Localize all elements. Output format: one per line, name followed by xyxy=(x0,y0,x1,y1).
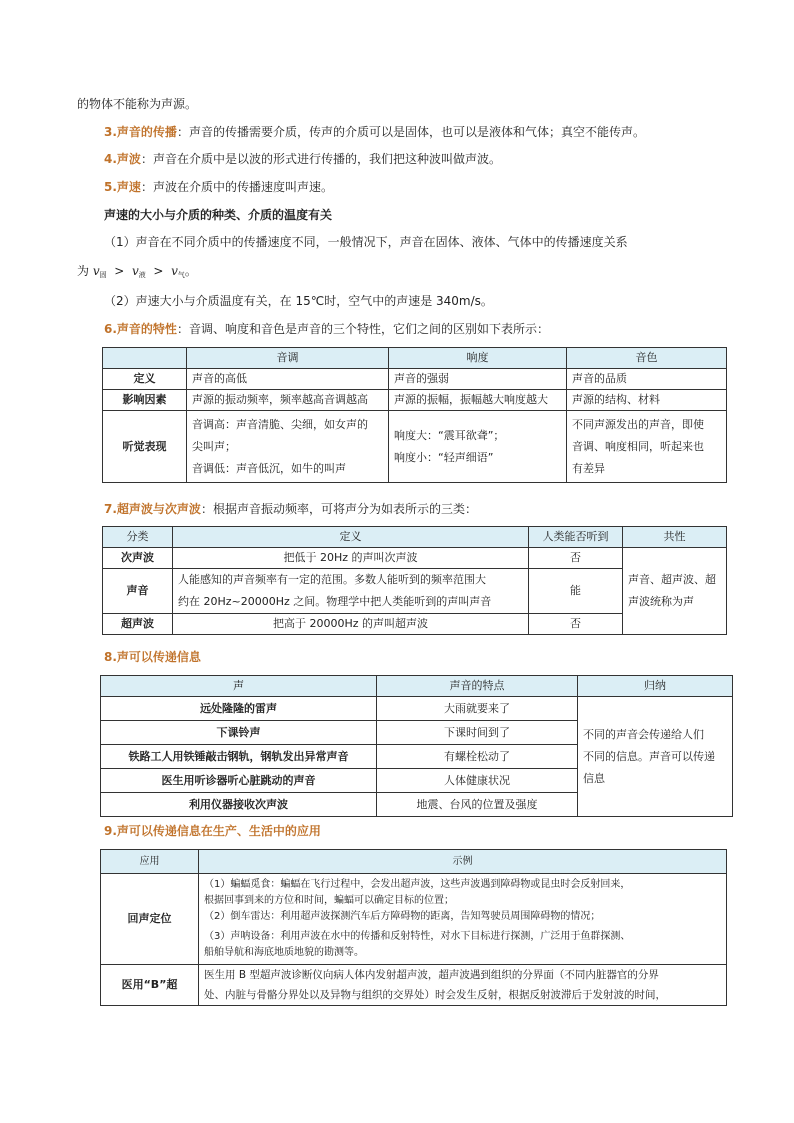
table-cell: 声源的结构、材料 xyxy=(567,390,727,411)
section-5-title: 声速 xyxy=(116,180,141,194)
section-8-title: 声可以传递信息 xyxy=(116,650,201,664)
table-cell: 否 xyxy=(529,614,623,635)
table-cell: 医生用听诊器听心脏跳动的声音 xyxy=(101,769,377,793)
table-header-cell: 定义 xyxy=(173,527,529,548)
section-3-number: 3. xyxy=(104,125,117,139)
table-cell: 远处隆隆的雷声 xyxy=(101,697,377,721)
cell-line: 有差异 xyxy=(572,461,605,475)
section-6-number: 6. xyxy=(104,322,117,336)
table-header-cell: 归纳 xyxy=(578,676,733,697)
table-header-cell: 共性 xyxy=(623,527,727,548)
table-header-cell xyxy=(103,348,187,369)
intro-tail: 的物体不能称为声源。 xyxy=(77,97,198,111)
section-3-text: ：声音的传播需要介质，传声的介质可以是固体，也可以是液体和气体；真空不能传声。 xyxy=(176,125,645,139)
table-row xyxy=(101,965,727,1006)
echo-examples-cell xyxy=(199,874,727,965)
sound-classification-table xyxy=(102,526,727,635)
common-cell xyxy=(623,548,727,635)
cell-line: 处、内脏与骨骼分界处以及异物与组织的交界处）时会发生反射，根据反射波滞后于发射波的时间， xyxy=(204,989,666,1001)
table-cell: 大雨就要来了 xyxy=(377,697,578,721)
table-header-cell: 响度 xyxy=(389,348,567,369)
table-header-cell: 声 xyxy=(101,676,377,697)
row-label: 定义 xyxy=(103,369,187,390)
cell-line: 响度小：“轻声细语” xyxy=(394,450,494,464)
section-9-number: 9. xyxy=(104,824,117,838)
row-label: 影响因素 xyxy=(103,390,187,411)
speed-paragraph-2: （2）声速大小与介质温度有关，在 15℃时，空气中的声速是 340m/s。 xyxy=(104,294,493,308)
pitch-hearing-cell xyxy=(187,411,389,483)
table-header-row xyxy=(101,676,733,697)
table-cell xyxy=(173,569,529,614)
speed-paragraph-1-line-1: （1）声音在不同介质中的传播速度不同，一般情况下，声音在固体、液体、气体中的传播速度关系 xyxy=(104,235,628,249)
section-4-text: ：声音在介质中是以波的形式进行传播的，我们把这种波叫做声波。 xyxy=(140,152,501,166)
table-cell: 声源的振动频率，频率越高音调越高 xyxy=(187,390,389,411)
cell-line: 约在 20Hz~20000Hz 之间。物理学中把人类能听到的声叫声音 xyxy=(178,595,492,608)
cell-line: 人能感知的声音频率有一定的范围。多数人能听到的频率范围大 xyxy=(178,573,486,586)
cell-line: 音调低：声音低沉，如牛的叫声 xyxy=(192,461,346,475)
section-7 xyxy=(104,500,477,518)
section-5-number: 5. xyxy=(104,180,117,194)
section-4-title: 声波 xyxy=(116,152,141,166)
table-row xyxy=(103,411,727,483)
v-symbol: v xyxy=(92,264,100,278)
section-3-title: 声音的传播 xyxy=(116,125,177,139)
cell-line: 船舶导航和海底地质地貌的勘测等。 xyxy=(204,947,364,958)
sound-characteristics-table xyxy=(102,347,727,483)
table-cell: 声音的高低 xyxy=(187,369,389,390)
cell-line: （2）倒车雷达：利用超声波探测汽车后方障碍物的距离，告知驾驶员周围障碍物的情况； xyxy=(204,911,601,922)
v-liquid-subscript: 液 xyxy=(138,271,146,279)
cell-line: 声波统称为声 xyxy=(628,595,694,608)
table-header-cell: 音色 xyxy=(567,348,727,369)
table-header-row xyxy=(103,348,727,369)
speed-relation xyxy=(77,262,197,284)
cell-line: （1）蝙蝠觅食：蝙蝠在飞行过程中，会发出超声波，这些声波遇到障碍物或昆虫时会反射回来， xyxy=(204,879,631,890)
cell-line: 根据回事到来的方位和时间，蝙蝠可以确定目标的位置； xyxy=(204,895,454,906)
cell-line: 不同的信息。声音可以传递 xyxy=(583,749,715,763)
table-header-row xyxy=(101,850,727,874)
greater-than: > xyxy=(153,264,164,278)
section-9 xyxy=(104,822,321,840)
section-7-text: ：根据声音振动频率，可将声分为如表所示的三类： xyxy=(200,502,477,516)
table-cell: 下课时间到了 xyxy=(377,721,578,745)
cell-line: 尖叫声； xyxy=(192,439,236,453)
table-cell: 地震、台风的位置及强度 xyxy=(377,793,578,817)
speed-relation-end: 。 xyxy=(184,264,197,278)
section-7-title: 超声波与次声波 xyxy=(116,502,201,516)
table-header-cell: 分类 xyxy=(103,527,173,548)
table-cell: 能 xyxy=(529,569,623,614)
cell-line: 声音、超声波、超 xyxy=(628,573,716,586)
table-cell: 下课铃声 xyxy=(101,721,377,745)
row-label: 次声波 xyxy=(103,548,173,569)
section-8-number: 8. xyxy=(104,650,117,664)
table-cell: 铁路工人用铁锤敲击钢轨，钢轨发出异常声音 xyxy=(101,745,377,769)
row-label: 声音 xyxy=(103,569,173,614)
row-label: 回声定位 xyxy=(101,874,199,965)
table-cell: 声音的强弱 xyxy=(389,369,567,390)
section-9-title: 声可以传递信息在生产、生活中的应用 xyxy=(116,824,321,838)
v-symbol: v xyxy=(131,264,139,278)
table-header-row xyxy=(103,527,727,548)
v-gas-subscript: 气 xyxy=(177,271,185,279)
row-label: 超声波 xyxy=(103,614,173,635)
greater-than: > xyxy=(114,264,125,278)
table-cell: 声源的振幅，振幅越大响度越大 xyxy=(389,390,567,411)
table-cell: 否 xyxy=(529,548,623,569)
cell-line: 音调高：声音清脆、尖细，如女声的 xyxy=(192,417,368,431)
table-header-cell: 音调 xyxy=(187,348,389,369)
cell-line: 信息 xyxy=(583,771,605,785)
table-header-cell: 示例 xyxy=(199,850,727,874)
row-label: 医用“B”超 xyxy=(101,965,199,1006)
sound-information-table xyxy=(100,675,733,817)
section-5-text: ：声波在介质中的传播速度叫声速。 xyxy=(140,180,333,194)
speed-heading: 声速的大小与介质的种类、介质的温度有关 xyxy=(104,208,333,222)
table-row xyxy=(103,548,727,569)
timbre-hearing-cell xyxy=(567,411,727,483)
section-6-text: ：音调、响度和音色是声音的三个特性，它们之间的区别如下表所示： xyxy=(176,322,549,336)
cell-line: 音调、响度相同，听起来也 xyxy=(572,439,704,453)
v-symbol: v xyxy=(171,264,178,278)
table-cell: 声音的品质 xyxy=(567,369,727,390)
b-ultrasound-cell xyxy=(199,965,727,1006)
summary-cell xyxy=(578,697,733,817)
table-cell: 利用仪器接收次声波 xyxy=(101,793,377,817)
cell-line: 医生用 B 型超声波诊断仪向病人体内发射超声波，超声波遇到组织的分界面（不同内脏器官的分界 xyxy=(204,969,659,981)
cell-line: （3）声呐设备：利用声波在水中的传播和反射特性，对水下目标进行探测，广泛用于鱼群探测、 xyxy=(204,931,631,942)
table-row xyxy=(103,390,727,411)
cell-line: 不同的声音会传递给人们 xyxy=(583,727,704,741)
table-header-cell: 声音的特点 xyxy=(377,676,578,697)
cell-line: 响度大：“震耳欲聋”； xyxy=(394,428,505,442)
speed-relation-prefix: 为 xyxy=(77,264,90,278)
row-label: 听觉表现 xyxy=(103,411,187,483)
applications-table xyxy=(100,849,727,1006)
section-4 xyxy=(104,150,501,168)
cell-line: 不同声源发出的声音，即使 xyxy=(572,417,704,431)
section-5 xyxy=(104,178,333,196)
table-header-cell: 应用 xyxy=(101,850,199,874)
section-4-number: 4. xyxy=(104,152,117,166)
table-row xyxy=(101,874,727,965)
loudness-hearing-cell xyxy=(389,411,567,483)
section-3 xyxy=(104,123,645,141)
v-solid-subscript: 固 xyxy=(99,271,107,279)
section-6-title: 声音的特性 xyxy=(116,322,177,336)
table-header-cell: 人类能否听到 xyxy=(529,527,623,548)
table-cell: 把低于 20Hz 的声叫次声波 xyxy=(173,548,529,569)
table-row xyxy=(101,697,733,721)
section-7-number: 7. xyxy=(104,502,117,516)
table-cell: 有螺栓松动了 xyxy=(377,745,578,769)
table-cell: 把高于 20000Hz 的声叫超声波 xyxy=(173,614,529,635)
table-cell: 人体健康状况 xyxy=(377,769,578,793)
table-row xyxy=(103,369,727,390)
section-6 xyxy=(104,320,549,338)
section-8 xyxy=(104,648,201,666)
